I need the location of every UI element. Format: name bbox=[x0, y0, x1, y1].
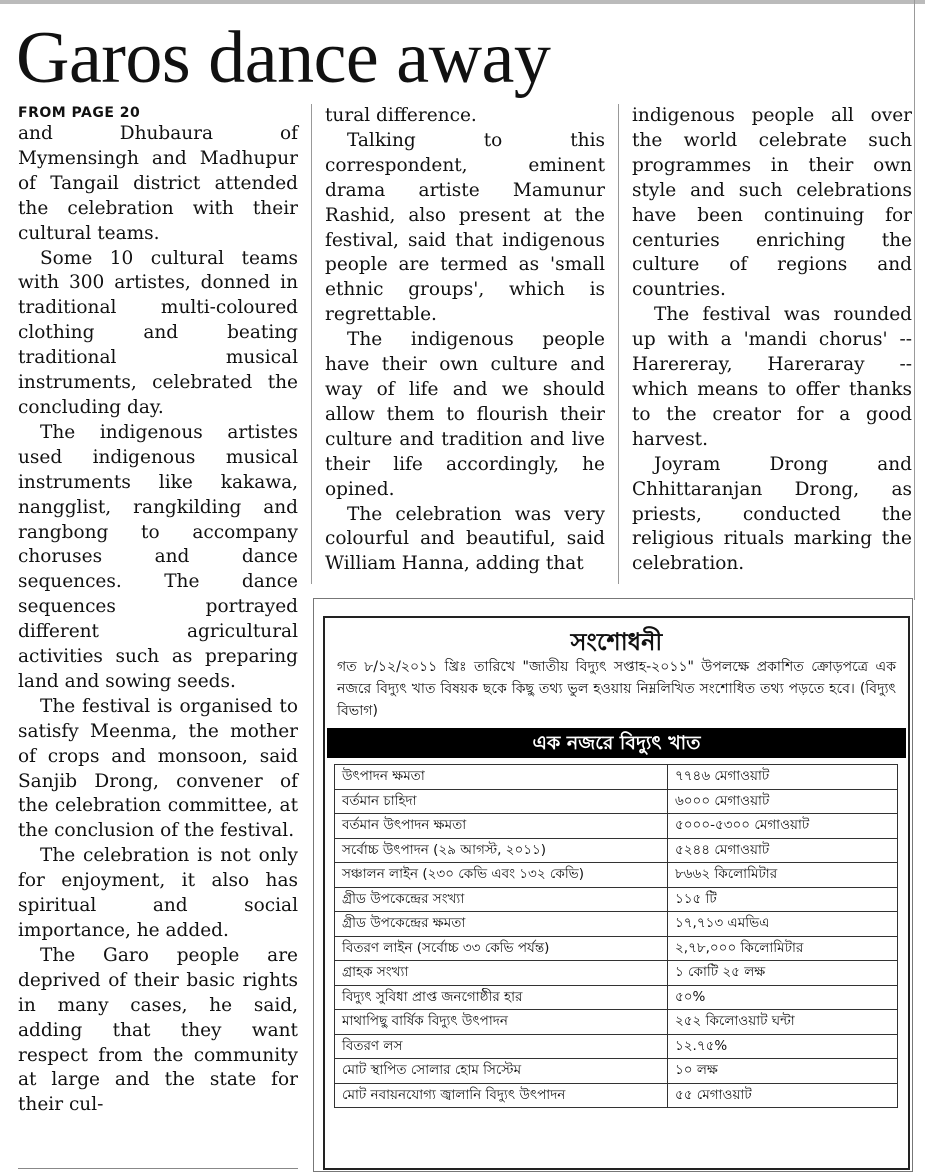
row-label: সঞ্চালন লাইন (২৩০ কেভি এবং ১৩২ কেভি) bbox=[335, 863, 668, 888]
table-row bbox=[335, 863, 898, 888]
row-label: বর্তমান চাহিদা bbox=[335, 789, 668, 814]
row-value: ৫০% bbox=[668, 985, 898, 1010]
paragraph: The festival was rounded up with a 'mandi chorus' -- Harereray, Hareraray -- which means to offer thanks to the creator for a good harvest. bbox=[632, 304, 912, 450]
row-value: ৭৭৪৬ মেগাওয়াট bbox=[668, 765, 898, 790]
table-heading: এক নজরে বিদ্যুৎ খাত bbox=[327, 728, 906, 758]
row-value: ২,৭৮,০০০ কিলোমিটার bbox=[668, 936, 898, 961]
power-sector-table bbox=[334, 764, 898, 1108]
paragraph: Some 10 cultural teams with 300 artistes, donned in traditional multi-coloured clothing and beating traditional musical instruments, celebrated the concluding day. bbox=[18, 247, 298, 418]
row-label: বিতরণ লাইন (সর্বোচ্চ ৩৩ কেভি পর্যন্ত) bbox=[335, 936, 668, 961]
row-label: বর্তমান উৎপাদন ক্ষমতা bbox=[335, 814, 668, 839]
row-value: ২৫২ কিলোওয়াট ঘন্টা bbox=[668, 1010, 898, 1035]
row-value: ৬০০০ মেগাওয়াট bbox=[668, 789, 898, 814]
paragraph: and Dhubaura of Mymensingh and Madhupur of Tangail district attended the celebration with their cultural teams. bbox=[18, 123, 298, 244]
row-value: ১ কোটি ২৫ লক্ষ bbox=[668, 961, 898, 986]
top-rule bbox=[0, 0, 925, 4]
row-label: মোট স্থাপিত সোলার হোম সিস্টেম bbox=[335, 1059, 668, 1084]
paragraph: Joyram Drong and Chhittaranjan Drong, as priests, conducted the religious rituals marking the celebration. bbox=[632, 453, 912, 575]
table-row bbox=[335, 814, 898, 839]
row-label: সর্বোচ্চ উৎপাদন (২৯ আগস্ট, ২০১১) bbox=[335, 838, 668, 863]
row-label: গ্রীড উপকেন্দ্রের সংখ্যা bbox=[335, 887, 668, 912]
table-row bbox=[335, 838, 898, 863]
row-value: ৫২৪৪ মেগাওয়াট bbox=[668, 838, 898, 863]
paragraph: The indigenous people have their own culture and way of life and we should allow them to flourish their culture and tradition and live their life accordingly, he opined. bbox=[325, 329, 605, 500]
table-row bbox=[335, 936, 898, 961]
article-column-1 bbox=[18, 104, 298, 1118]
row-label: গ্রীড উপকেন্দ্রের ক্ষমতা bbox=[335, 912, 668, 937]
row-value: ৫৫ মেগাওয়াট bbox=[668, 1083, 898, 1108]
row-label: গ্রাহক সংখ্যা bbox=[335, 961, 668, 986]
paragraph: The Garo people are deprived of their basic rights in many cases, he said, adding that they want respect from the community at large and the state for their cul- bbox=[18, 944, 298, 1116]
paragraph: The celebration was very colourful and beautiful, said William Hanna, adding that bbox=[325, 503, 605, 575]
row-label: উৎপাদন ক্ষমতা bbox=[335, 765, 668, 790]
table-row bbox=[335, 1034, 898, 1059]
paragraph: The festival is organised to satisfy Meenma, the mother of crops and monsoon, said Sanjib Drong, convener of the celebration committee, at the conclusion of the festival. bbox=[18, 695, 298, 842]
table-row bbox=[335, 765, 898, 790]
row-label: মাথাপিছু বার্ষিক বিদ্যুৎ উৎপাদন bbox=[335, 1010, 668, 1035]
row-label: বিদ্যুৎ সুবিধা প্রাপ্ত জনগোষ্ঠীর হার bbox=[335, 985, 668, 1010]
row-label: মোট নবায়নযোগ্য জ্বালানি বিদ্যুৎ উৎপাদন bbox=[335, 1083, 668, 1108]
right-rule bbox=[914, 0, 915, 600]
paragraph: The indigenous artistes used indigenous musical instruments like kakawa, nangglist, rangkilding and rangbong to accompany choruses and dance sequences. The dance sequences portrayed different agricultural activities such as preparing land and sowing seeds. bbox=[18, 421, 298, 692]
table-row bbox=[335, 1083, 898, 1108]
row-value: ৫০০০-৫৩০০ মেগাওয়াট bbox=[668, 814, 898, 839]
row-value: ১২.৭৫% bbox=[668, 1034, 898, 1059]
table-row bbox=[335, 961, 898, 986]
paragraph: Talking to this correspondent, eminent drama artiste Mamunur Rashid, also present at the festival, said that indigenous people are termed as 'small ethnic groups', which is regrettable. bbox=[325, 129, 605, 326]
table-row bbox=[335, 985, 898, 1010]
table-row bbox=[335, 1010, 898, 1035]
notice-body: গত ৮/১২/২০১১ খ্রিঃ তারিখে "জাতীয় বিদ্যুৎ সপ্তাহ-২০১১" উপলক্ষে প্রকাশিত ক্রোড়পত্রে এক নজরে বিদ্যুৎ খাত বিষয়ক ছকে কিছু তথ্য ভুল হওয়ায় নিম্নলিখিত সংশোধিত তথ্য পড়তে হবে। (বিদ্যুৎ বিভাগ) bbox=[337, 659, 896, 719]
column-divider bbox=[311, 104, 312, 584]
table-row bbox=[335, 1059, 898, 1084]
column-divider bbox=[618, 104, 619, 584]
from-page-label: FROM PAGE 20 bbox=[18, 105, 141, 121]
row-value: ১১৫ টি bbox=[668, 887, 898, 912]
row-value: ৮৬৬২ কিলোমিটার bbox=[668, 863, 898, 888]
table-row bbox=[335, 912, 898, 937]
article-column-2 bbox=[325, 104, 605, 577]
row-value: ১০ লক্ষ bbox=[668, 1059, 898, 1084]
article-column-3 bbox=[632, 104, 912, 577]
paragraph: The celebration is not only for enjoyment, it also has spiritual and social importance, he added. bbox=[18, 845, 298, 941]
correction-notice bbox=[323, 616, 910, 1170]
bottom-rule bbox=[18, 1168, 298, 1169]
table-row bbox=[335, 887, 898, 912]
row-value: ১৭,৭১৩ এমভিএ bbox=[668, 912, 898, 937]
paragraph: tural difference. bbox=[325, 105, 477, 126]
notice-title: সংশোধনী bbox=[570, 628, 663, 656]
row-label: বিতরণ লস bbox=[335, 1034, 668, 1059]
table-row bbox=[335, 789, 898, 814]
paragraph: indigenous people all over the world celebrate such programmes in their own style and such celebrations have been continuing for centuries enriching the culture of regions and countries. bbox=[632, 105, 912, 301]
headline: Garos dance away bbox=[16, 17, 551, 99]
